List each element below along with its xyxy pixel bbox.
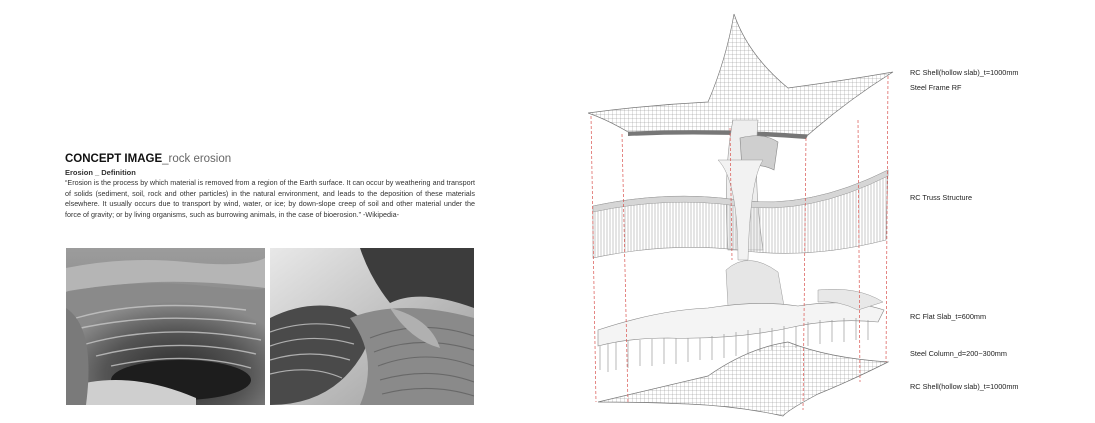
concept-title [65,152,475,166]
definition-heading: Erosion _ Definition [65,168,136,177]
label-rc-truss: RC Truss Structure [910,193,973,202]
label-rc-shell-top: RC Shell(hollow slab)_t=1000mm [910,68,1019,77]
structure-exploded-diagram [588,10,898,418]
bottom-shell [598,342,888,416]
concept-title-sub: _rock erosion [162,153,232,165]
label-steel-frame: Steel Frame RF [910,83,962,92]
top-shell [588,14,893,135]
label-rc-shell-bottom: RC Shell(hollow slab)_t=1000mm [910,382,1019,391]
label-rc-flat-slab: RC Flat Slab_t=600mm [910,312,987,321]
definition-quote: “Erosion is the process by which material is removed from a region of the Earth surface. It can occur by weathering and transport of solids (sediment, soil, rock and other particles) in the natural environment, and leads to the deposition of these materials elsewhere. It usually occurs due to transport by wind, water, or ice; by down-slope creep of soil and other material under the force of gravity; or by living organisms, such as burrowing animals, in the case of bioerosion.” -Wikipedia- [65,178,475,220]
label-steel-column: Steel Column_d=200~300mm [910,349,1007,358]
concept-title-main: CONCEPT IMAGE [65,153,163,165]
erosion-photo-canyon [66,248,265,405]
erosion-photo-layered-rock [270,248,474,405]
flat-slab [598,303,884,346]
concept-text-block [65,152,475,221]
